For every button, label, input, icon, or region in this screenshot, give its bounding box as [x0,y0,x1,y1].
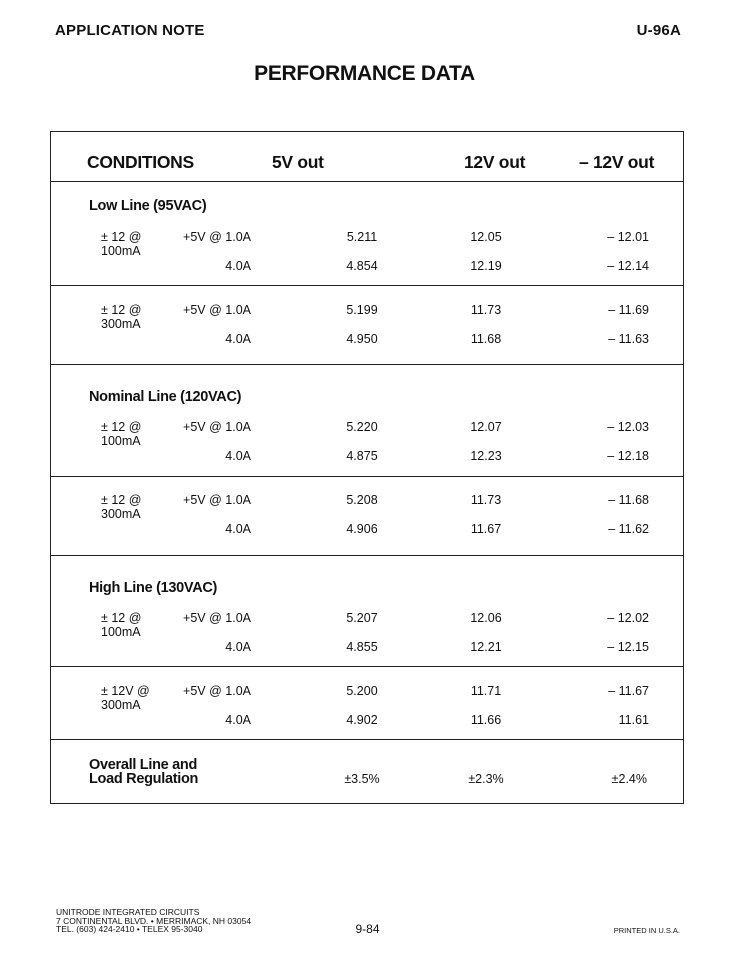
condition-label: ± 12 @ [101,611,142,625]
value-12v: 12.19 [470,259,502,273]
load-label: +5V @ 1.0A [183,420,251,434]
value-neg12v: – 11.63 [608,332,649,346]
load-label: +5V @ 1.0A [183,303,251,317]
doc-type-label: APPLICATION NOTE [55,22,205,39]
load-label: 4.0A [225,449,251,463]
value-12v: 11.73 [470,303,502,317]
value-neg12v: 11.61 [618,713,649,727]
value-5v: 4.854 [346,259,378,273]
value-5v: 4.902 [346,713,378,727]
value-12v: 11.73 [470,493,502,507]
value-neg12v: – 11.69 [608,303,649,317]
value-12v: 11.66 [470,713,502,727]
value-12v: 12.07 [470,420,502,434]
col-header-neg12v: – 12V out [579,152,655,172]
footer-street: 7 CONTINENTAL BLVD. • MERRIMACK, NH 03054 [56,915,252,926]
overall-value-5v: ±3.5% [344,772,380,786]
section-title: Low Line (95VAC) [89,198,207,214]
group-divider [51,666,683,667]
value-12v: 11.68 [470,332,502,346]
value-5v: 4.855 [346,640,378,654]
load-label: 4.0A [225,332,251,346]
overall-label-line1: Overall Line and [89,757,198,773]
page-title: PERFORMANCE DATA [254,62,475,85]
value-5v: 5.207 [346,611,378,625]
value-5v: 4.950 [346,332,378,346]
condition-current: 300mA [101,698,141,712]
load-label: 4.0A [225,640,251,654]
value-5v: 5.200 [346,684,378,698]
value-5v: 5.211 [346,230,378,244]
value-neg12v: – 12.02 [607,611,649,625]
col-header-5v: 5V out [272,152,324,172]
value-neg12v: – 11.67 [608,684,649,698]
value-12v: 12.21 [470,640,502,654]
col-header-12v: 12V out [464,152,526,172]
condition-current: 300mA [101,317,141,331]
value-12v: 12.05 [470,230,502,244]
value-5v: 4.906 [346,522,378,536]
value-5v: 5.199 [346,303,378,317]
value-5v: 5.220 [346,420,378,434]
condition-current: 100mA [101,625,141,639]
printed-in-label: PRINTED IN U.S.A. [613,926,680,935]
value-neg12v: – 11.68 [608,493,649,507]
group-divider [51,476,683,477]
load-label: +5V @ 1.0A [183,493,251,507]
load-label: +5V @ 1.0A [183,611,251,625]
value-12v: 11.67 [470,522,502,536]
condition-label: ± 12 @ [101,493,142,507]
group-divider [51,285,683,286]
value-12v: 11.71 [470,684,502,698]
page-number: 9-84 [355,922,380,936]
footer-company: UNITRODE INTEGRATED CIRCUITS [56,907,200,917]
condition-current: 100mA [101,434,141,448]
value-12v: 12.23 [470,449,502,463]
section-title: High Line (130VAC) [89,580,218,596]
condition-current: 100mA [101,244,141,258]
load-label: +5V @ 1.0A [183,684,251,698]
load-label: 4.0A [225,522,251,536]
overall-value-neg12v: ±2.4% [611,772,647,786]
value-neg12v: – 12.03 [607,420,649,434]
condition-label: ± 12 @ [101,230,142,244]
header-divider [51,181,683,182]
condition-current: 300mA [101,507,141,521]
section-divider [51,739,683,740]
overall-value-12v: ±2.3% [468,772,504,786]
load-label: +5V @ 1.0A [183,230,251,244]
section-divider [51,555,683,556]
section-title: Nominal Line (120VAC) [89,389,242,405]
value-neg12v: – 12.15 [607,640,649,654]
overall-regulation-label [89,758,198,786]
condition-label: ± 12 @ [101,420,142,434]
condition-label: ± 12V @ [101,684,150,698]
load-label: 4.0A [225,713,251,727]
value-neg12v: – 12.14 [607,259,649,273]
value-neg12v: – 11.62 [608,522,649,536]
condition-label: ± 12 @ [101,303,142,317]
section-divider [51,364,683,365]
doc-number: U-96A [636,22,681,39]
performance-table [50,131,684,804]
footer-phone: TEL. (603) 424-2410 • TELEX 95-3040 [56,924,203,934]
overall-label-line2: Load Regulation [89,771,199,787]
value-5v: 4.875 [346,449,378,463]
value-12v: 12.06 [470,611,502,625]
value-neg12v: – 12.18 [607,449,649,463]
col-header-conditions: CONDITIONS [87,152,194,172]
value-5v: 5.208 [346,493,378,507]
load-label: 4.0A [225,259,251,273]
value-neg12v: – 12.01 [607,230,649,244]
